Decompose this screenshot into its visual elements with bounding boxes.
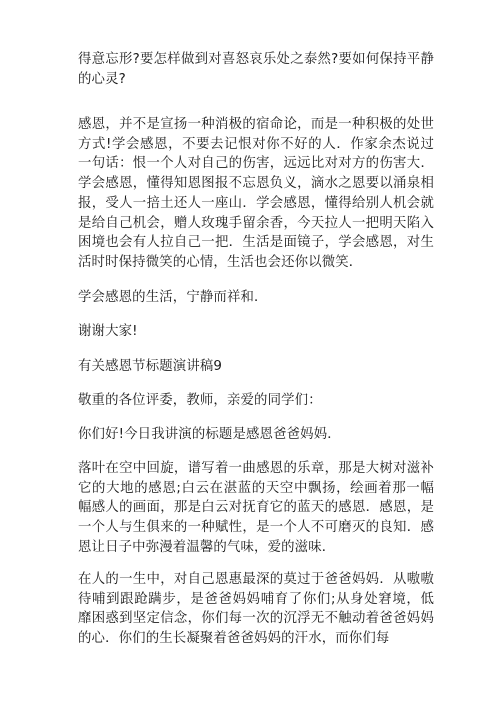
paragraph-parents-kindness: 在人的一生中，对自己恩惠最深的莫过于爸爸妈妈．从嗷嗷待哺到跟跄蹒步，是爸爸妈妈哺育了你们;从身处窘境，低靡困惑到坚定信念，你们每一次的沉浮无不触动着爸爸妈妈的心．你们的生长凝聚着爸爸妈妈的汗水，而你们每 bbox=[78, 572, 434, 647]
speech-heading: 有关感恩节标题演讲稿9 bbox=[78, 359, 223, 374]
paragraph-thanks-everyone: 谢谢大家! bbox=[78, 324, 138, 339]
paragraph-gratitude-way-of-life: 感恩，并不是宣扬一种消极的宿命论，而是一种积极的处世方式!学会感恩，不要去记恨对你不好的人．作家余杰说过一句话：恨一个人对自己的伤害，远远比对对方的伤害大．学会感恩，懂得知恩图报不忘恩负义，滴水之恩要以涌泉相报，受人一掊土还人一座山．学会感恩，懂得给别人机会就是给自己机会，赠人玫瑰手留余香，今天拉人一把明天陷入困境也会有人拉自己一把．生活是面镜子，学会感恩，对生活时时保持微笑的心情，生活也会还你以微笑． bbox=[78, 117, 434, 270]
paragraph-grateful-life: 学会感恩的生活，宁静而祥和． bbox=[78, 290, 268, 305]
paragraph-calm-heart-question: 得意忘形?要怎样做到对喜怒哀乐处之泰然?要如何保持平静的心灵? bbox=[78, 52, 434, 87]
paragraph-fallen-leaves: 落叶在空中回旋，谱写着一曲感恩的乐章，那是大树对滋补它的大地的感恩;白云在湛蓝的天空中飘扬，绘画着那一幅幅感人的画面，那是白云对抚育它的蓝天的感恩．感恩，是一个人与生俱来的一种赋性，是一个人不可磨灭的良知．感恩让日子中弥漫着温馨的气味，爱的滋味． bbox=[78, 461, 434, 555]
paragraph-speech-topic: 你们好!今日我讲演的标题是感恩爸爸妈妈． bbox=[78, 427, 341, 442]
paragraph-salutation: 敬重的各位评委，教师，亲爱的同学们： bbox=[78, 393, 322, 408]
